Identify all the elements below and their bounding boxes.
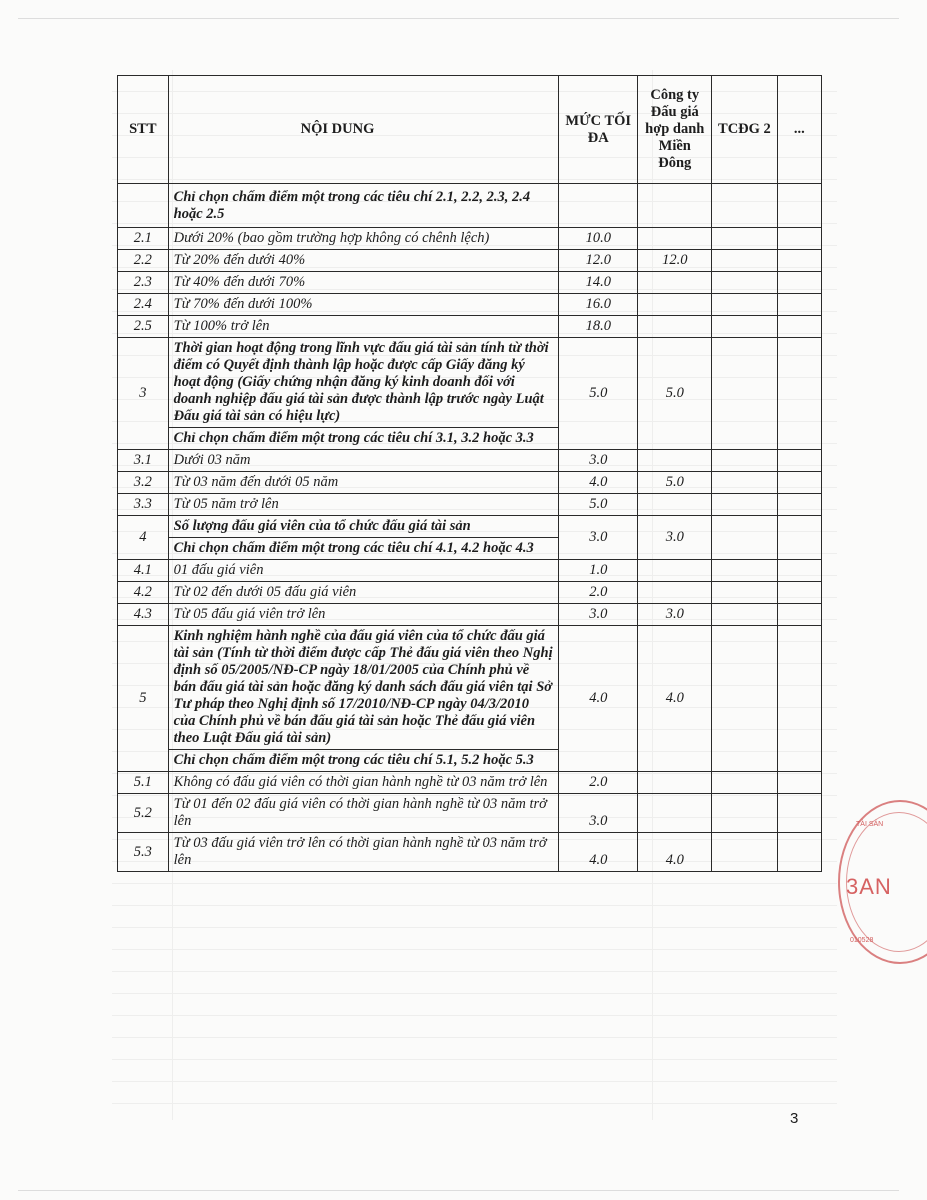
row-max: 3.0 bbox=[559, 516, 638, 560]
table-row bbox=[118, 494, 822, 516]
row-stt: 3.3 bbox=[118, 494, 169, 516]
row-max: 14.0 bbox=[559, 272, 638, 294]
row-text: Từ 70% đến dưới 100% bbox=[168, 294, 559, 316]
page-number: 3 bbox=[790, 1110, 799, 1127]
row-text: Từ 03 đấu giá viên trở lên có thời gian hành nghề từ 03 năm trở lên bbox=[168, 833, 559, 872]
company-seal-stamp bbox=[838, 800, 927, 964]
row-max: 4.0 bbox=[559, 626, 638, 772]
row-stt: 4 bbox=[118, 516, 169, 560]
table-row bbox=[118, 582, 822, 604]
table-row bbox=[118, 338, 822, 428]
row-text: Từ 100% trở lên bbox=[168, 316, 559, 338]
row-company-score: 5.0 bbox=[638, 338, 712, 450]
table-row bbox=[118, 228, 822, 250]
row-max: 16.0 bbox=[559, 294, 638, 316]
row-max: 2.0 bbox=[559, 772, 638, 794]
seal-text-top: TÀI SẢN bbox=[856, 821, 884, 828]
row-text: Không có đấu giá viên có thời gian hành nghề từ 03 năm trở lên bbox=[168, 772, 559, 794]
table-row bbox=[118, 626, 822, 750]
row-company-score: 5.0 bbox=[638, 472, 712, 494]
table-row bbox=[118, 450, 822, 472]
row-stt: 5.1 bbox=[118, 772, 169, 794]
scan-edge-bottom bbox=[18, 1190, 899, 1191]
row-company-score bbox=[638, 316, 712, 338]
row-text: Từ 05 năm trở lên bbox=[168, 494, 559, 516]
table-row bbox=[118, 604, 822, 626]
table-row bbox=[118, 294, 822, 316]
row-stt: 5 bbox=[118, 626, 169, 772]
row-stt: 3 bbox=[118, 338, 169, 450]
row-max: 2.0 bbox=[559, 582, 638, 604]
row-stt: 3.1 bbox=[118, 450, 169, 472]
table-row bbox=[118, 772, 822, 794]
row-text: Dưới 03 năm bbox=[168, 450, 559, 472]
row-text: Từ 05 đấu giá viên trở lên bbox=[168, 604, 559, 626]
row-stt: 4.3 bbox=[118, 604, 169, 626]
row-stt: 5.3 bbox=[118, 833, 169, 872]
table-row bbox=[118, 794, 822, 833]
row-text: Từ 40% đến dưới 70% bbox=[168, 272, 559, 294]
criteria-note: Chỉ chọn chấm điểm một trong các tiêu chí 2.1, 2.2, 2.3, 2.4 hoặc 2.5 bbox=[168, 184, 559, 228]
row-text: Từ 01 đến 02 đấu giá viên có thời gian hành nghề từ 03 năm trở lên bbox=[168, 794, 559, 833]
table-row bbox=[118, 472, 822, 494]
header-row bbox=[118, 76, 822, 184]
seal-text-middle: 3AN bbox=[846, 874, 892, 899]
table-row bbox=[118, 833, 822, 872]
row-company-score bbox=[638, 272, 712, 294]
row-text: Từ 20% đến dưới 40% bbox=[168, 250, 559, 272]
row-stt: 4.1 bbox=[118, 560, 169, 582]
header-muc-toi-da: MỨC TỐI ĐA bbox=[559, 76, 638, 184]
row-stt: 2.1 bbox=[118, 228, 169, 250]
seal-text-bottom: 010528 bbox=[850, 937, 874, 944]
header-noi-dung: NỘI DUNG bbox=[168, 76, 559, 184]
row-company-score: 4.0 bbox=[638, 833, 712, 872]
row-company-score: 12.0 bbox=[638, 250, 712, 272]
table-row bbox=[118, 560, 822, 582]
row-text: Dưới 20% (bao gồm trường hợp không có chênh lệch) bbox=[168, 228, 559, 250]
row-company-score bbox=[638, 450, 712, 472]
row-max: 3.0 bbox=[559, 604, 638, 626]
row-company-score: 4.0 bbox=[638, 626, 712, 772]
row-text: Kinh nghiệm hành nghề của đấu giá viên của tổ chức đấu giá tài sản (Tính từ thời điểm được cấp Thẻ đấu giá viên theo Nghị định số 05/2005/NĐ-CP ngày 18/01/2005 của Chính phủ về bán đấu giá tài sản hoặc đăng ký danh sách đấu giá viên tại Sở Tư pháp theo Nghị định số 17/2010/NĐ-CP ngày 04/3/2010 của Chính phủ về bán đấu giá tài sản hoặc Thẻ đấu giá viên theo Luật Đấu giá tài sản) bbox=[168, 626, 559, 750]
criteria-note: Chỉ chọn chấm điểm một trong các tiêu chí 4.1, 4.2 hoặc 4.3 bbox=[168, 538, 559, 560]
row-company-score bbox=[638, 560, 712, 582]
row-max: 5.0 bbox=[559, 494, 638, 516]
row-company-score: 3.0 bbox=[638, 516, 712, 560]
scan-edge-top bbox=[18, 18, 899, 19]
row-stt: 2.2 bbox=[118, 250, 169, 272]
row-company-score: 3.0 bbox=[638, 604, 712, 626]
row-max: 4.0 bbox=[559, 833, 638, 872]
row-max: 1.0 bbox=[559, 560, 638, 582]
row-stt: 2.4 bbox=[118, 294, 169, 316]
header-cong-ty: Công ty Đấu giá hợp danh Miền Đông bbox=[638, 76, 712, 184]
row-company-score bbox=[638, 772, 712, 794]
table-row bbox=[118, 184, 822, 228]
row-text: Từ 02 đến dưới 05 đấu giá viên bbox=[168, 582, 559, 604]
scoring-table bbox=[117, 75, 822, 872]
row-max: 3.0 bbox=[559, 794, 638, 833]
row-text: Từ 03 năm đến dưới 05 năm bbox=[168, 472, 559, 494]
row-text: Thời gian hoạt động trong lĩnh vực đấu giá tài sản tính từ thời điểm có Quyết định thành lập hoặc được cấp Giấy đăng ký hoạt động (Giấy chứng nhận đăng ký kinh doanh đối với doanh nghiệp đấu giá tài sản được thành lập trước ngày Luật Đấu giá tài sản có hiệu lực) bbox=[168, 338, 559, 428]
row-stt: 2.3 bbox=[118, 272, 169, 294]
table-row bbox=[118, 316, 822, 338]
row-max: 18.0 bbox=[559, 316, 638, 338]
row-stt: 3.2 bbox=[118, 472, 169, 494]
header-tcdg2: TCĐG 2 bbox=[712, 76, 777, 184]
row-company-score bbox=[638, 228, 712, 250]
table-row bbox=[118, 272, 822, 294]
criteria-note: Chỉ chọn chấm điểm một trong các tiêu chí 3.1, 3.2 hoặc 3.3 bbox=[168, 428, 559, 450]
row-company-score bbox=[638, 582, 712, 604]
row-max: 5.0 bbox=[559, 338, 638, 450]
header-stt: STT bbox=[118, 76, 169, 184]
row-company-score bbox=[638, 494, 712, 516]
criteria-note: Chỉ chọn chấm điểm một trong các tiêu chí 5.1, 5.2 hoặc 5.3 bbox=[168, 750, 559, 772]
row-stt: 2.5 bbox=[118, 316, 169, 338]
row-max: 12.0 bbox=[559, 250, 638, 272]
table-row bbox=[118, 250, 822, 272]
row-company-score bbox=[638, 294, 712, 316]
row-text: 01 đấu giá viên bbox=[168, 560, 559, 582]
row-company-score bbox=[638, 794, 712, 833]
row-stt: 4.2 bbox=[118, 582, 169, 604]
row-max: 4.0 bbox=[559, 472, 638, 494]
row-max: 3.0 bbox=[559, 450, 638, 472]
row-stt: 5.2 bbox=[118, 794, 169, 833]
table-row bbox=[118, 516, 822, 538]
row-max: 10.0 bbox=[559, 228, 638, 250]
header-more: ... bbox=[777, 76, 821, 184]
row-text: Số lượng đấu giá viên của tổ chức đấu giá tài sản bbox=[168, 516, 559, 538]
